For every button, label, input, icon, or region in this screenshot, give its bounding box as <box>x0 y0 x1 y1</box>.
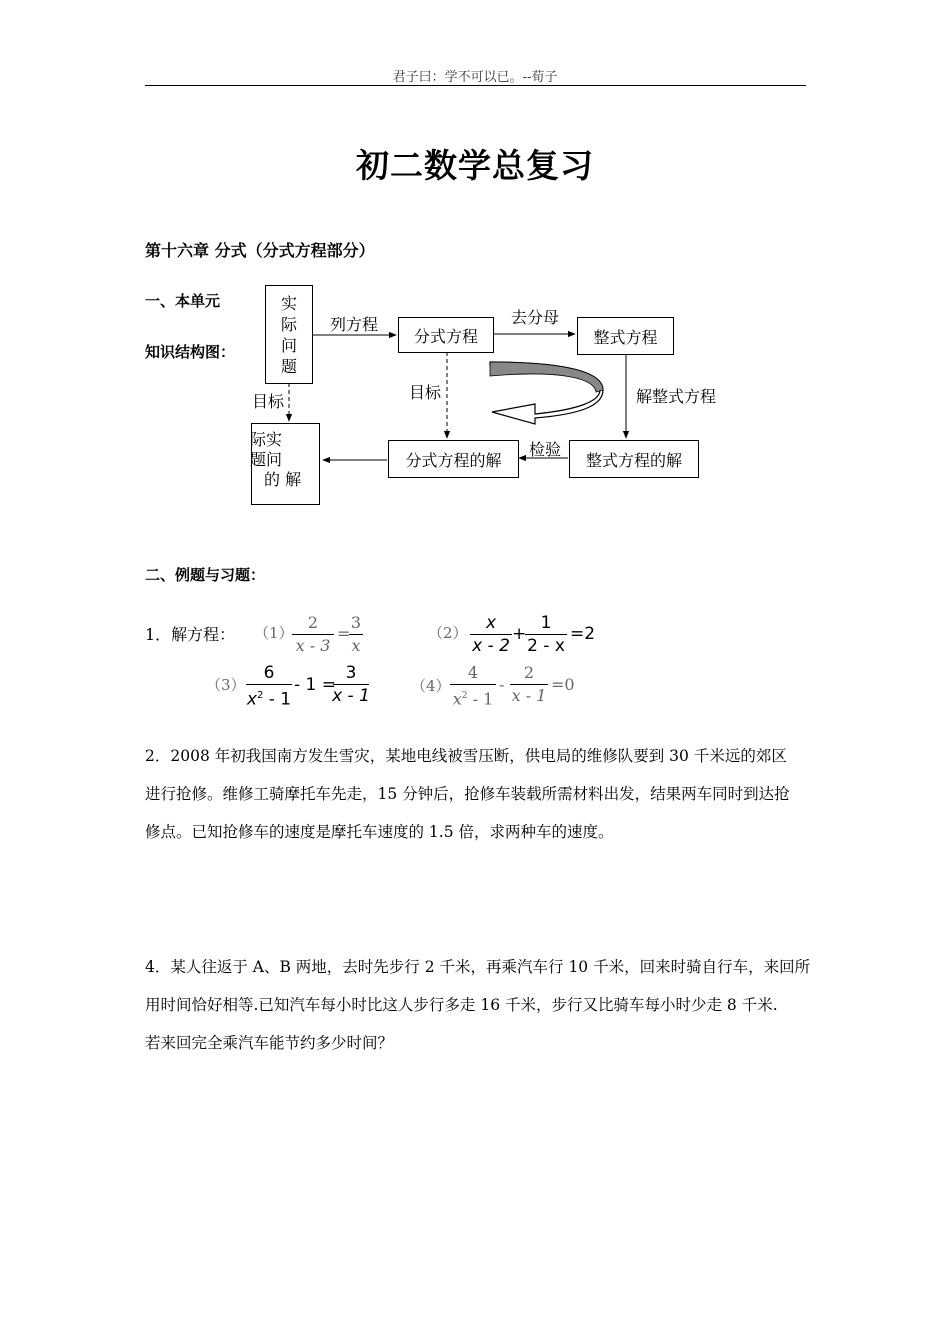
page-header: 君子曰：学不可以已。--荀子 <box>392 70 558 85</box>
q1-p3-denominator-right: x - 1 <box>332 686 370 706</box>
q1-label: 1．解方程： <box>145 625 236 644</box>
q1-p3-numerator-left: 6 <box>263 663 275 683</box>
q1-p2-denominator-right: 2 - x <box>527 636 565 656</box>
q1-p3-numerator-right: 3 <box>345 663 357 683</box>
q2-line-1: 2．2008 年初我国南方发生雪灾，某地电线被雪压断，供电局的维修队要到 30 千米远的郊区 <box>145 747 787 765</box>
box-problem-solution-line-1: 际实 <box>250 430 283 449</box>
q2-line-3: 修点。已知抢修车的速度是摩托车速度的 1.5 倍，求两种车的速度。 <box>145 823 614 841</box>
q1-p1-fraction-right <box>349 612 363 657</box>
q1-p4-den-sup: 2 <box>461 691 468 701</box>
q1-p4-rhs: =0 <box>551 675 575 694</box>
label-solve-integral: 解整式方程 <box>636 387 717 406</box>
section2-heading: 二、例题与习题： <box>145 566 266 584</box>
q4-line-2: 用时间恰好相等.已知汽车每小时比这人步行多走 16 千米，步行又比骑车每小时少走 8 千米. <box>145 996 778 1014</box>
q1-p3-den-x: x <box>246 689 257 710</box>
q1-p1-fraction-left <box>292 612 334 657</box>
q1-p1-equals: = <box>337 624 351 643</box>
q1-p4-numerator-left: 4 <box>467 663 479 682</box>
box-fractional-equation: 分式方程 <box>398 317 494 353</box>
q1-p1-denominator-left: x - 3 <box>295 636 331 655</box>
q1-p4-minus: - <box>499 675 505 694</box>
q1-p4-tag: （4） <box>411 677 451 695</box>
q1-p2-numerator-right: 1 <box>540 613 552 633</box>
q1-p1-numerator-left: 2 <box>307 613 319 632</box>
q1-p3-middle: - 1 = <box>294 675 337 695</box>
q1-p2-plus: + <box>512 624 527 644</box>
q1-p1-denominator-right: x <box>351 636 361 655</box>
q4-line-3: 若来回完全乘汽车能节约多少时间？ <box>145 1034 394 1052</box>
question-2 <box>145 737 807 851</box>
label-target-middle: 目标 <box>409 383 442 402</box>
q1-p1-tag: （1） <box>254 624 294 642</box>
box-actual-problem-char-2: 际 <box>280 314 297 334</box>
q1-p4-fraction-right <box>510 662 548 707</box>
q1-p2-fraction-right <box>525 612 567 657</box>
section1-line2: 知识结构图： <box>145 343 236 361</box>
q1-p2-fraction-left <box>470 612 512 657</box>
label-remove-denominator: 去分母 <box>511 308 560 327</box>
q1-p2-denominator-left: x - 2 <box>472 636 510 656</box>
q1-p4-den-rest: - 1 <box>467 689 494 709</box>
q1-p4-denominator-right: x - 1 <box>511 686 547 705</box>
q1-p2-numerator-left: x <box>485 613 497 633</box>
question-4 <box>145 948 811 1062</box>
box-problem-solution <box>251 423 320 505</box>
q1-p4-fraction-left <box>450 662 496 710</box>
box-actual-problem-char-3: 问 <box>280 335 297 355</box>
q1-p4-denominator-left <box>453 685 494 710</box>
chapter-heading: 第十六章 分式（分式方程部分） <box>145 241 375 260</box>
label-list-equation: 列方程 <box>330 315 379 334</box>
label-target-left: 目标 <box>252 392 285 411</box>
box-fractional-solution: 分式方程的解 <box>388 440 519 478</box>
box-actual-problem <box>265 285 313 384</box>
q2-line-2: 进行抢修。维修工骑摩托车先走，15 分钟后，抢修车装载所需材料出发，结果两车同时到达抢 <box>145 785 790 803</box>
q1-p3-tag: （3） <box>206 676 246 694</box>
q1-p3-den-rest: - 1 <box>263 689 292 710</box>
q4-line-1: 4．某人往返于 A、B 两地，去时先步行 2 千米，再乘汽车行 10 千米，回来时骑自行车，来回所 <box>145 958 811 976</box>
q1-p4-den-x: x <box>452 689 462 709</box>
box-problem-solution-line-2: 题问 <box>250 450 283 469</box>
q1-p2-tag: （2） <box>428 624 468 642</box>
q1-p2-rhs: =2 <box>570 624 596 644</box>
q1-p3-fraction-left <box>246 662 292 711</box>
box-problem-solution-line-3: 的 解 <box>264 470 302 489</box>
section1-line1: 一、本单元 <box>145 292 221 310</box>
box-integral-solution: 整式方程的解 <box>569 440 699 478</box>
q1-p4-numerator-right: 2 <box>523 663 535 682</box>
box-integral-equation: 整式方程 <box>577 317 674 355</box>
q1-p1-numerator-right: 3 <box>350 613 362 632</box>
box-actual-problem-char-4: 题 <box>280 356 297 376</box>
q1-p3-den-sup: 2 <box>256 690 264 701</box>
label-check: 检验 <box>529 440 562 459</box>
page-title: 初二数学总复习 <box>356 146 594 185</box>
box-actual-problem-char-1: 实 <box>280 293 297 313</box>
q1-p3-denominator-left <box>247 685 291 711</box>
q1-p3-fraction-right <box>333 662 369 707</box>
curved-return-shade <box>490 362 603 392</box>
